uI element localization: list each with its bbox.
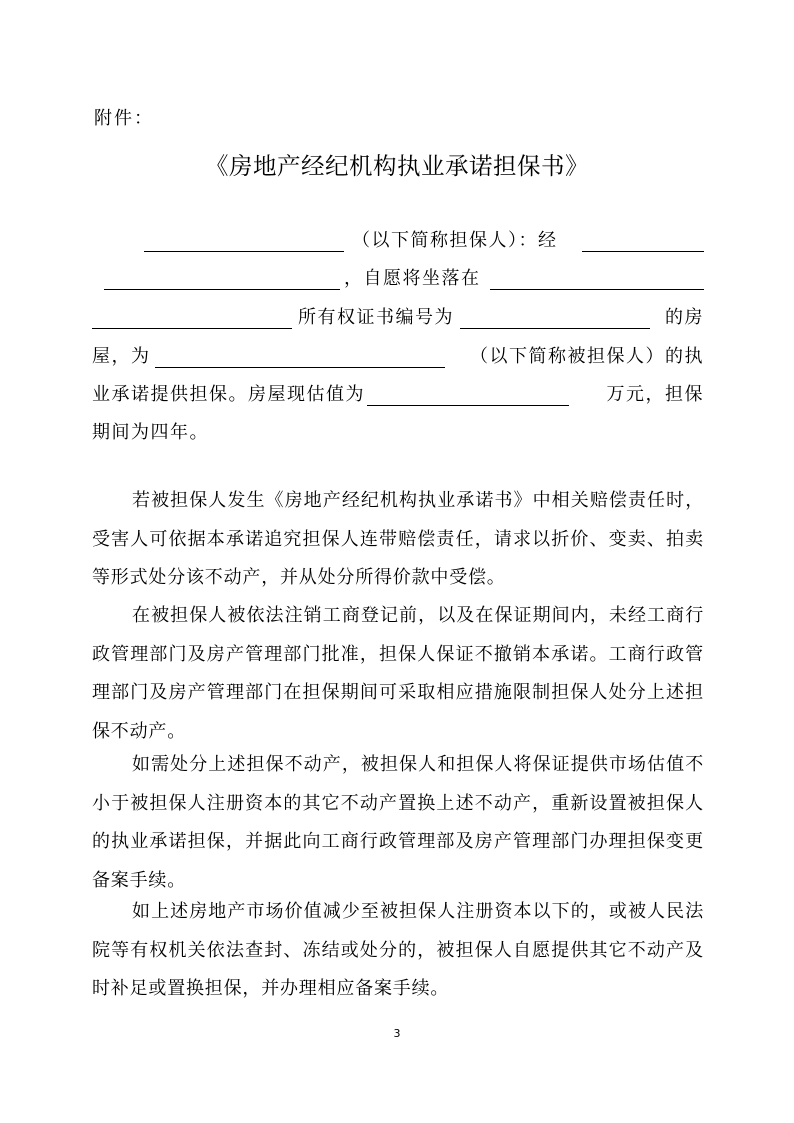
paragraph-revocation: 在被担保人被依法注销工商登记前，以及在保证期间内，未经工商行政管理部门及房产管理部门批准，担保人保证不撤销本承诺。工商行政管理部门及房产管理部门在担保期间可采取相应措施限制担保人处分上述担保不动产。 [92,605,704,742]
form-line-2 [92,258,704,290]
paragraph-replacement: 如需处分上述担保不动产，被担保人和担保人将保证提供市场估值不小于被担保人注册资本的其它不动产置换上述不动产，重新设置被担保人的执业承诺担保，并据此向工商行政管理部及房产管理部门办理担保变更备案手续。 [92,754,704,891]
form-line-6 [92,412,704,444]
attachment-label: 附件： [94,108,154,129]
valuation-blank[interactable] [367,383,569,406]
valuation-unit-text: 万元，担保 [606,384,704,405]
property-location-blank[interactable] [490,267,704,290]
location-text: ，自愿将坐落在 [344,268,481,289]
form-line-5 [92,374,704,406]
house-text: 的房 [665,307,704,328]
guarantee-period-text: 期间为四年。 [92,422,209,443]
paragraph-supplement: 如上述房地产市场价值减少至被担保人注册资本以下的，或被人民法院等有权机关依法查封、冻结或处分的，被担保人自愿提供其它不动产及时补足或置换担保，并办理相应备案手续。 [92,901,704,999]
paragraph-liability: 若被担保人发生《房地产经纪机构执业承诺书》中相关赔偿责任时，受害人可依据本承诺追究担保人连带赔偿责任，请求以折价、变卖、拍卖等形式处分该不动产，并从处分所得价款中受偿。 [92,490,704,588]
property-location-continued-blank[interactable] [92,306,292,329]
house-for-text: 屋，为 [92,346,151,367]
certificate-number-blank[interactable] [460,306,650,329]
certificate-number-text: 所有权证书编号为 [298,307,454,328]
form-line-1 [92,220,704,252]
document-title: 《房地产经纪机构执业承诺担保书》 [205,152,589,180]
page-number: 3 [393,1027,401,1040]
guarantor-abbrev-text: （以下简称担保人）：经 [352,230,558,251]
guaranteed-party-abbrev-text: （以下简称被担保人）的执 [470,346,704,367]
guaranteed-party-blank[interactable] [155,345,445,368]
approval-continued-blank[interactable] [104,267,340,290]
form-line-3 [92,297,704,329]
form-line-4 [92,336,704,368]
approval-blank[interactable] [582,229,704,252]
guarantor-name-blank[interactable] [144,229,344,252]
valuation-text: 业承诺提供担保。房屋现估值为 [92,384,365,405]
